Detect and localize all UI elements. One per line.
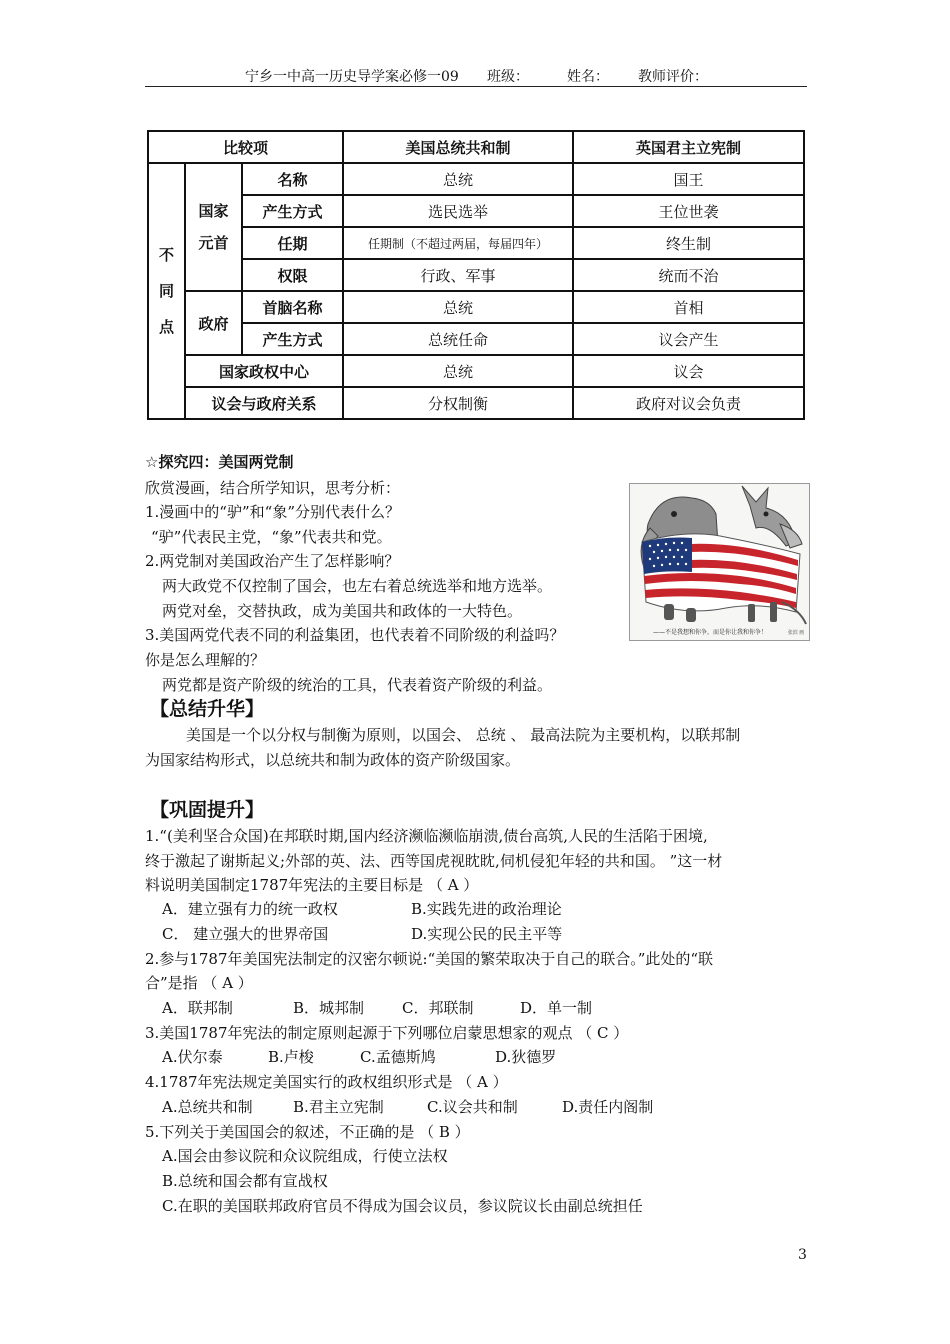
group-government: 政府 <box>185 291 242 355</box>
cell-uk: 统而不治 <box>573 259 804 291</box>
q3-stem: 3.美国1787年宪法的制定原则起源于下列哪位启蒙思想家的观点 （ C ） <box>145 1024 629 1042</box>
q2-option-d: D．单一制 <box>520 999 593 1017</box>
cell-us: 总统 <box>343 291 573 323</box>
cell-uk: 首相 <box>573 291 804 323</box>
explore-a3: 两党都是资产阶级的统治的工具，代表着资产阶级的利益。 <box>162 676 553 694</box>
summary-title: 【总结升华】 <box>150 698 265 720</box>
explore-a2-line2: 两党对垒，交替执政，成为美国共和政体的一大特色。 <box>162 602 523 620</box>
table-row <box>148 259 804 291</box>
cell-us: 总统 <box>343 163 573 195</box>
table-row <box>148 387 804 419</box>
col-header-item: 比较项 <box>148 131 343 163</box>
row-label: 任期 <box>242 227 343 259</box>
col-header-us: 美国总统共和制 <box>343 131 573 163</box>
cell-us: 总统任命 <box>343 323 573 355</box>
header-title: 宁乡一中高一历史导学案必修一09 <box>245 69 459 85</box>
header-eval-label: 教师评价： <box>638 69 708 85</box>
summary-line1: 美国是一个以分权与制衡为原则，以国会、 总统 、 最高法院为主要机构，以联邦制 <box>186 726 741 744</box>
table-header-row <box>148 131 804 163</box>
table-row <box>148 355 804 387</box>
q2-option-c: C．邦联制 <box>402 999 474 1017</box>
cell-us: 行政、军事 <box>343 259 573 291</box>
q1-option-b: B.实践先进的政治理论 <box>411 900 562 918</box>
party-cartoon-image <box>629 483 810 641</box>
explore-title: ☆探究四：美国两党制 <box>145 453 294 471</box>
q3-option-d: D.狄德罗 <box>495 1048 557 1066</box>
cell-us: 选民选举 <box>343 195 573 227</box>
col-header-uk: 英国君主立宪制 <box>573 131 804 163</box>
header-class-label: 班级： <box>487 69 529 85</box>
q2-line1: 2.参与1787年美国宪法制定的汉密尔顿说:“美国的繁荣取决于自己的联合。”此处的“联 <box>145 950 714 968</box>
cell-us: 总统 <box>343 355 573 387</box>
group-label-line: 元首 <box>198 234 229 252</box>
q5-option-c: C.在职的美国联邦政府官员不得成为国会议员，参议院议长由副总统担任 <box>162 1197 643 1215</box>
q4-option-a: A.总统共和制 <box>162 1098 253 1116</box>
q3-option-c: C.孟德斯鸠 <box>360 1048 436 1066</box>
q5-option-a: A.国会由参议院和众议院组成，行使立法权 <box>162 1147 448 1165</box>
table-row <box>148 323 804 355</box>
q4-option-c: C.议会共和制 <box>427 1098 518 1116</box>
table-row <box>148 163 804 195</box>
q5-stem: 5.下列关于美国国会的叙述，不正确的是 （ B ） <box>145 1123 470 1141</box>
row-label: 产生方式 <box>242 195 343 227</box>
q1-option-c: C． 建立强大的世界帝国 <box>162 925 329 943</box>
row-label: 议会与政府关系 <box>185 387 343 419</box>
explore-a1: “驴”代表民主党，“象”代表共和党。 <box>151 528 392 546</box>
explore-a2-line1: 两大政党不仅控制了国会，也左右着总统选举和地方选举。 <box>162 577 553 595</box>
q2-option-b: B．城邦制 <box>293 999 365 1017</box>
q4-option-b: B.君主立宪制 <box>293 1098 384 1116</box>
q5-option-b: B.总统和国会都有宣战权 <box>162 1172 328 1190</box>
row-label: 产生方式 <box>242 323 343 355</box>
row-label: 首脑名称 <box>242 291 343 323</box>
q4-option-d: D.责任内阁制 <box>562 1098 654 1116</box>
table-row <box>148 291 804 323</box>
q1-line2: 终于激起了谢斯起义;外部的英、法、西等国虎视眈眈,伺机侵犯年轻的共和国。 ”这一材 <box>145 852 723 870</box>
row-label: 权限 <box>242 259 343 291</box>
cell-uk: 议会 <box>573 355 804 387</box>
explore-q2: 2.两党制对美国政治产生了怎样影响？ <box>145 552 400 570</box>
cell-uk: 议会产生 <box>573 323 804 355</box>
page-header <box>145 64 807 87</box>
cartoon-caption: ——不是我想和你争，而是你让我和你争！ <box>652 629 768 636</box>
q1-line1: 1.“(美利坚合众国)在邦联时期,国内经济濒临濒临崩溃,债台高筑,人民的生活陷于困境, <box>145 827 708 845</box>
q3-option-a: A.伏尔泰 <box>162 1048 223 1066</box>
row-label: 名称 <box>242 163 343 195</box>
cell-uk: 政府对议会负责 <box>573 387 804 419</box>
header-name-label: 姓名： <box>567 69 609 85</box>
q1-option-d: D.实现公民的民主平等 <box>411 925 563 943</box>
cell-us: 分权制衡 <box>343 387 573 419</box>
cartoon-drawing <box>630 484 809 640</box>
explore-q3-line1: 3.美国两党代表不同的利益集团，也代表着不同阶级的利益吗？ <box>145 626 565 644</box>
q2-option-a: A．联邦制 <box>162 999 233 1017</box>
page-number: 3 <box>798 1247 807 1263</box>
explore-q3-line2: 你是怎么理解的？ <box>145 651 266 669</box>
explore-q1: 1.漫画中的“驴”和“象”分别代表什么？ <box>145 503 400 521</box>
explore-intro: 欣赏漫画，结合所学知识，思考分析： <box>145 479 401 497</box>
consolidate-title: 【巩固提升】 <box>150 799 265 821</box>
cell-uk: 国王 <box>573 163 804 195</box>
side-label-differences <box>148 163 185 419</box>
cell-uk: 王位世袭 <box>573 195 804 227</box>
q3-option-b: B.卢梭 <box>268 1048 314 1066</box>
table-row <box>148 195 804 227</box>
cartoon-signature: 张滨 画 <box>787 630 805 636</box>
cell-us: 任期制（不超过两届，每届四年） <box>343 227 573 259</box>
summary-line2: 为国家结构形式，以总统共和制为政体的资产阶级国家。 <box>145 751 521 769</box>
side-label-char: 同 <box>158 282 174 300</box>
group-label-line: 国家 <box>198 202 229 220</box>
q1-option-a: A．建立强有力的统一政权 <box>162 900 338 918</box>
side-label-char: 不 <box>158 246 174 264</box>
q2-line2: 合”是指 （ A ） <box>145 974 253 992</box>
comparison-table <box>147 130 805 420</box>
q1-line3: 料说明美国制定1787年宪法的主要目标是 （ A ） <box>145 876 479 894</box>
side-label-char: 点 <box>158 318 174 336</box>
q4-stem: 4.1787年宪法规定美国实行的政权组织形式是 （ A ） <box>145 1073 508 1091</box>
table-row <box>148 227 804 259</box>
cell-uk: 终生制 <box>573 227 804 259</box>
row-label: 国家政权中心 <box>185 355 343 387</box>
group-head-of-state <box>185 163 242 291</box>
